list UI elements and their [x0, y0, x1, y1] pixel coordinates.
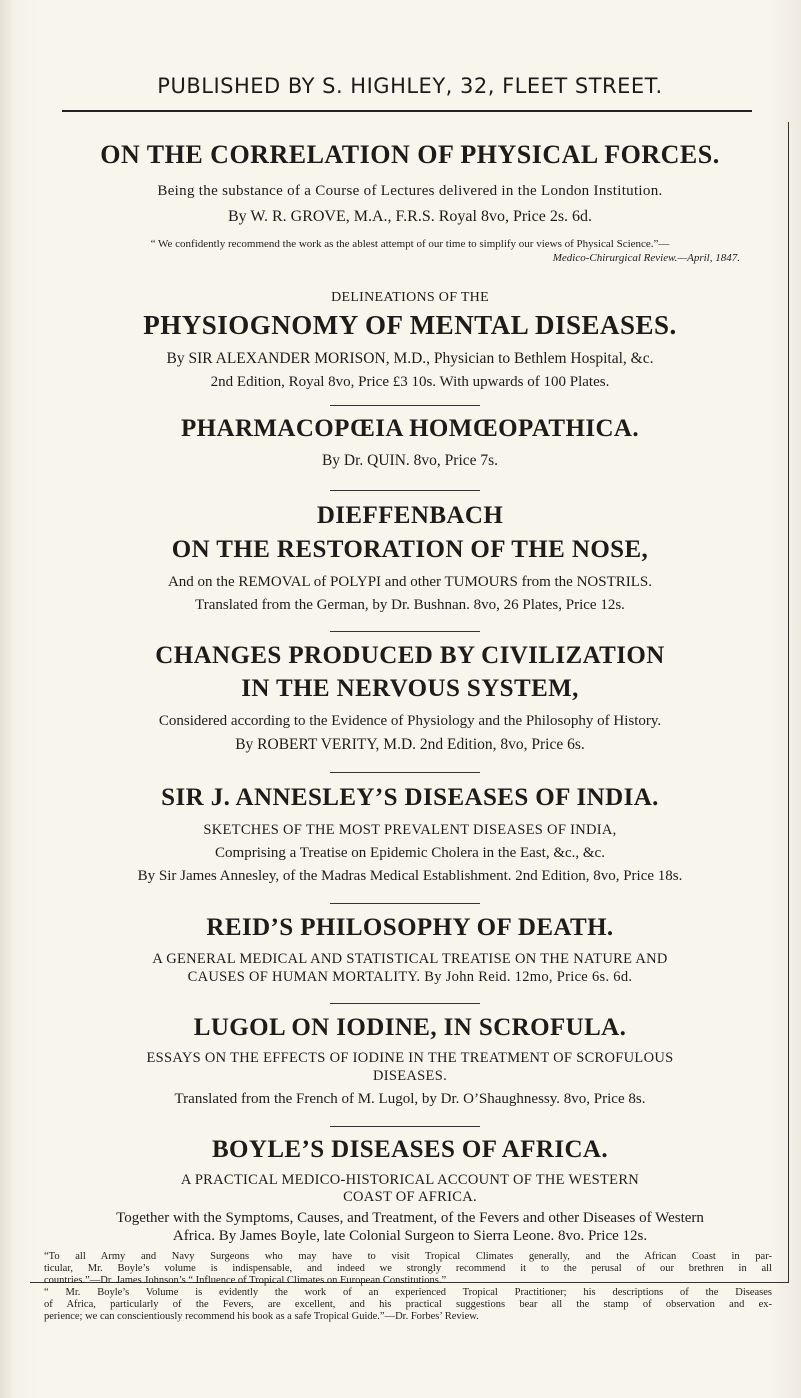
dieffenbach-title: DIEFFENBACH	[316, 502, 504, 529]
morison-author: By SIR ALEXANDER MORISON, M.D., Physician to Bethlem Hospital, &c.	[166, 350, 654, 367]
verity-line-2: By ROBERT VERITY, M.D. 2nd Edition, 8vo, Price 6s.	[235, 736, 585, 753]
boyle-review-line: countries.”—Dr. James Johnson’s “ Influence of Tropical Climates on European Constitutions.”	[44, 1275, 447, 1286]
divider-2	[330, 490, 480, 491]
divider-1	[330, 405, 480, 406]
reid-title: REID’S PHILOSOPHY OF DEATH.	[206, 914, 614, 941]
annesley-line-1: Comprising a Treatise on Epidemic Cholera in the East, &c., &c.	[215, 845, 605, 861]
verity-subtitle: IN THE NERVOUS SYSTEM,	[241, 675, 579, 702]
annesley-title: SIR J. ANNESLEY’S DISEASES OF INDIA.	[161, 784, 659, 811]
divider-5	[330, 903, 480, 904]
annesley-line-2: By Sir James Annesley, of the Madras Medical Establishment. 2nd Edition, 8vo, Price 18s.	[137, 868, 683, 884]
morison-pre: DELINEATIONS OF THE	[331, 290, 489, 305]
grove-author: By W. R. GROVE, M.A., F.R.S. Royal 8vo, Price 2s. 6d.	[227, 208, 593, 225]
boyle-line-4: Africa. By James Boyle, late Colonial Surgeon to Sierra Leone. 8vo. Price 12s.	[172, 1228, 648, 1244]
boyle-title: BOYLE’S DISEASES OF AFRICA.	[211, 1136, 609, 1163]
annesley-sub: SKETCHES OF THE MOST PREVALENT DISEASES OF INDIA,	[203, 822, 617, 838]
boyle-line-3: Together with the Symptoms, Causes, and Treatment, of the Fevers and other Diseases of Western	[116, 1210, 704, 1226]
reid-line-2: CAUSES OF HUMAN MORTALITY. By John Reid. 12mo, Price 6s. 6d.	[187, 969, 633, 985]
verity-title: CHANGES PRODUCED BY CIVILIZATION	[155, 642, 665, 669]
grove-quote-source: Medico-Chirurgical Review.—April, 1847.	[552, 252, 740, 264]
morison-details: 2nd Edition, Royal 8vo, Price £3 10s. With upwards of 100 Plates.	[210, 374, 610, 390]
boyle-line-1: A PRACTICAL MEDICO-HISTORICAL ACCOUNT OF THE WESTERN	[180, 1172, 640, 1188]
lugol-title: LUGOL ON IODINE, IN SCROFULA.	[193, 1014, 627, 1041]
grove-quote: “ We confidently recommend the work as the ablest attempt of our time to simplify our views of Physical Science.”—	[150, 238, 670, 250]
lugol-line-2: DISEASES.	[372, 1068, 447, 1084]
boyle-review-line: of Africa, particularly of the Fevers, are excellent, and his practical suggestions bear all the stamp of observation and ex-	[44, 1299, 772, 1310]
morison-title: PHYSIOGNOMY OF MENTAL DISEASES.	[143, 310, 677, 340]
dieffenbach-line-2: Translated from the German, by Dr. Bushnan. 8vo, 26 Plates, Price 12s.	[195, 597, 625, 613]
dieffenbach-subtitle: ON THE RESTORATION OF THE NOSE,	[171, 536, 649, 563]
divider-3	[330, 631, 480, 632]
divider-4	[330, 772, 480, 773]
boyle-line-2: COAST OF AFRICA.	[343, 1189, 477, 1205]
dieffenbach-line-1: And on the REMOVAL of POLYPI and other TUMOURS from the NOSTRILS.	[167, 574, 653, 590]
grove-title: ON THE CORRELATION OF PHYSICAL FORCES.	[100, 140, 720, 169]
divider-6	[330, 1003, 480, 1004]
boyle-review-line: “ Mr. Boyle’s Volume is evidently the work of an experienced Tropical Practitioner; his descriptions of the Diseases	[44, 1287, 772, 1298]
verity-line-1: Considered according to the Evidence of Physiology and the Philosophy of History.	[158, 713, 662, 729]
grove-subtitle: Being the substance of a Course of Lectures delivered in the London Institution.	[157, 183, 663, 199]
lugol-line-3: Translated from the French of M. Lugol, by Dr. O’Shaughnessy. 8vo, Price 8s.	[174, 1091, 646, 1107]
reid-line-1: A GENERAL MEDICAL AND STATISTICAL TREATISE ON THE NATURE AND	[152, 951, 668, 967]
quin-author: By Dr. QUIN. 8vo, Price 7s.	[321, 452, 499, 469]
divider-7	[330, 1126, 480, 1127]
boyle-review-line: “To all Army and Navy Surgeons who may have to visit Tropical Climates generally, and the African Coast in par-	[44, 1251, 772, 1262]
lugol-line-1: ESSAYS ON THE EFFECTS OF IODINE IN THE TREATMENT OF SCROFULOUS	[146, 1050, 674, 1066]
header-rule	[62, 110, 752, 112]
publisher-header: PUBLISHED BY S. HIGHLEY, 32, FLEET STREET.	[157, 74, 663, 98]
boyle-review-line: perience; we can conscientiously recommend his book as a safe Tropical Guide.”—Dr. Forbes’ Review.	[44, 1311, 479, 1322]
boyle-review-line: ticular, Mr. Boyle’s volume is indispensable, and indeed we strongly recommend it to the perusal of our brethren in all	[44, 1263, 772, 1274]
quin-title: PHARMACOPŒIA HOMŒOPATHICA.	[180, 415, 640, 442]
